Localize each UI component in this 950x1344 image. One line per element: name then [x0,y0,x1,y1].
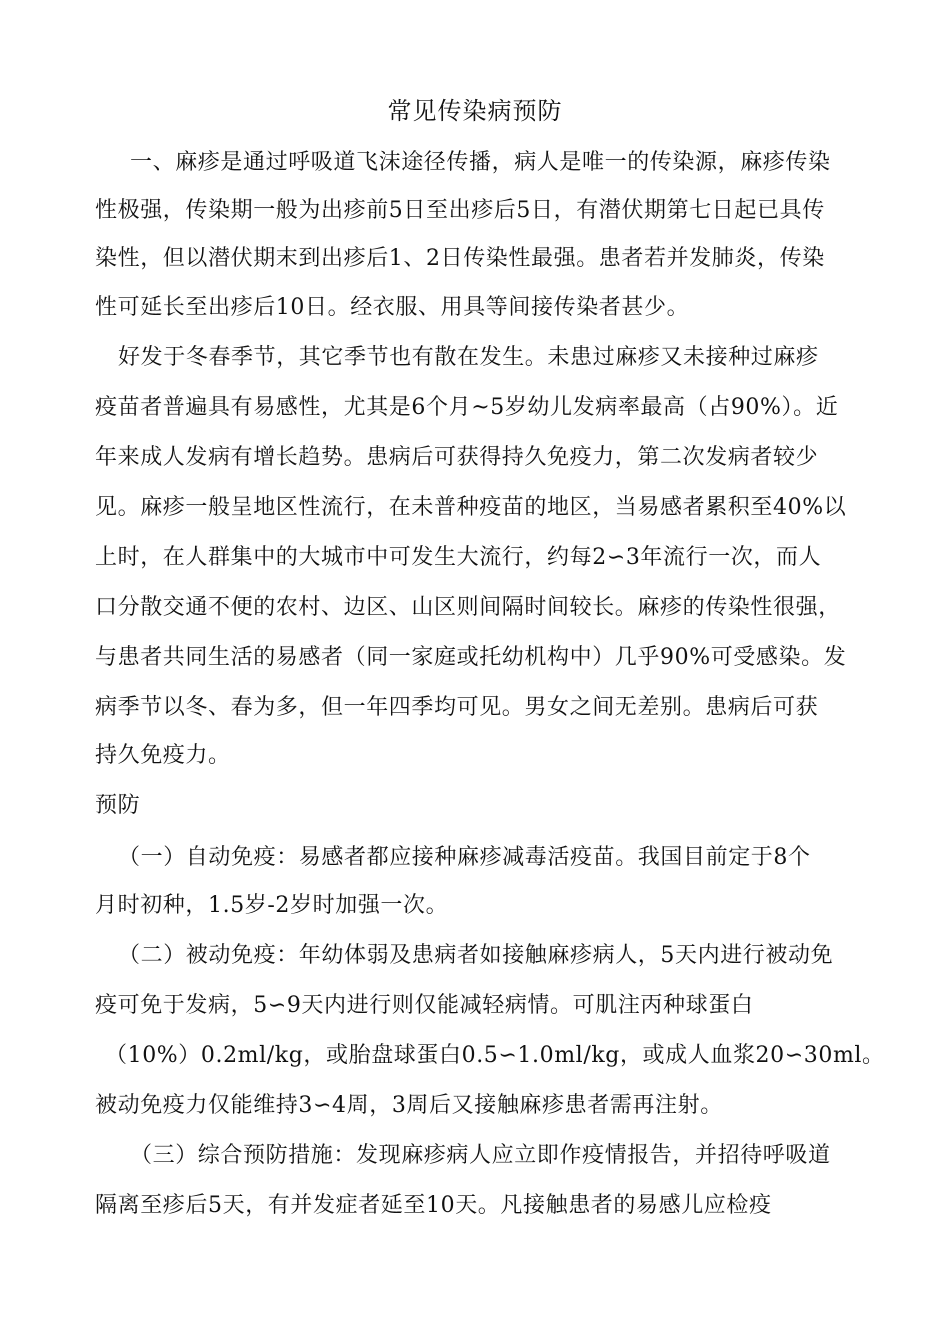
paragraph-line: 持久免疫力。 [95,743,231,768]
paragraph-line: 见。麻疹一般呈地区性流行，在未普种疫苗的地区，当易感者累积至40%以 [95,495,847,520]
paragraph-line: 被动免疫力仅能维持3∽4周，3周后又接触麻疹患者需再注射。 [95,1093,723,1118]
section-heading: 预防 [95,793,141,818]
paragraph-line: 年来成人发病有增长趋势。患病后可获得持久免疫力，第二次发病者较少 [95,445,819,470]
paragraph-line: 口分散交通不便的农村、边区、山区则间隔时间较长。麻疹的传染性很强， [95,595,841,620]
paragraph-line: 好发于冬春季节，其它季节也有散在发生。未患过麻疹又未接种过麻疹 [118,345,819,370]
paragraph-line: （二）被动免疫：年幼体弱及患病者如接触麻疹病人，5天内进行被动免 [118,943,834,968]
document-title: 常见传染病预防 [387,97,563,125]
paragraph-line: 一、麻疹是通过呼吸道飞沫途径传播，病人是唯一的传染源，麻疹传染 [130,150,831,175]
paragraph-line: 疫苗者普遍具有易感性，尤其是6个月~5岁幼儿发病率最高（占90%）。近 [95,395,839,420]
paragraph-line: 月时初种，1.5岁-2岁时加强一次。 [95,893,449,918]
paragraph-line: （10%）0.2ml/kg，或胎盘球蛋白0.5∽1.0ml/kg，或成人血浆20∽30ml。 [105,1043,885,1068]
paragraph-line: 与患者共同生活的易感者（同一家庭或托幼机构中）几乎90%可受感染。发 [95,645,847,670]
paragraph-line: （一）自动免疫：易感者都应接种麻疹减毒活疫苗。我国目前定于8个 [118,845,811,870]
paragraph-line: 染性，但以潜伏期末到出疹后1、2日传染性最强。患者若并发肺炎，传染 [95,246,825,271]
paragraph-line: 隔离至疹后5天，有并发症者延至10天。凡接触患者的易感儿应检疫 [95,1193,772,1218]
paragraph-line: 性可延长至出疹后10日。经衣服、用具等间接传染者甚少。 [95,295,690,320]
paragraph-line: 疫可免于发病，5∽9天内进行则仅能减轻病情。可肌注丙种球蛋白 [95,993,754,1018]
paragraph-line: 性极强，传染期一般为出疹前5日至出疹后5日，有潜伏期第七日起已具传 [95,198,825,223]
paragraph-line: 上时，在人群集中的大城市中可发生大流行，约每2∽3年流行一次，而人 [95,545,822,570]
paragraph-line: （三）综合预防措施：发现麻疹病人应立即作疫情报告，并招待呼吸道 [130,1143,831,1168]
paragraph-line: 病季节以冬、春为多，但一年四季均可见。男女之间无差别。患病后可获 [95,695,819,720]
